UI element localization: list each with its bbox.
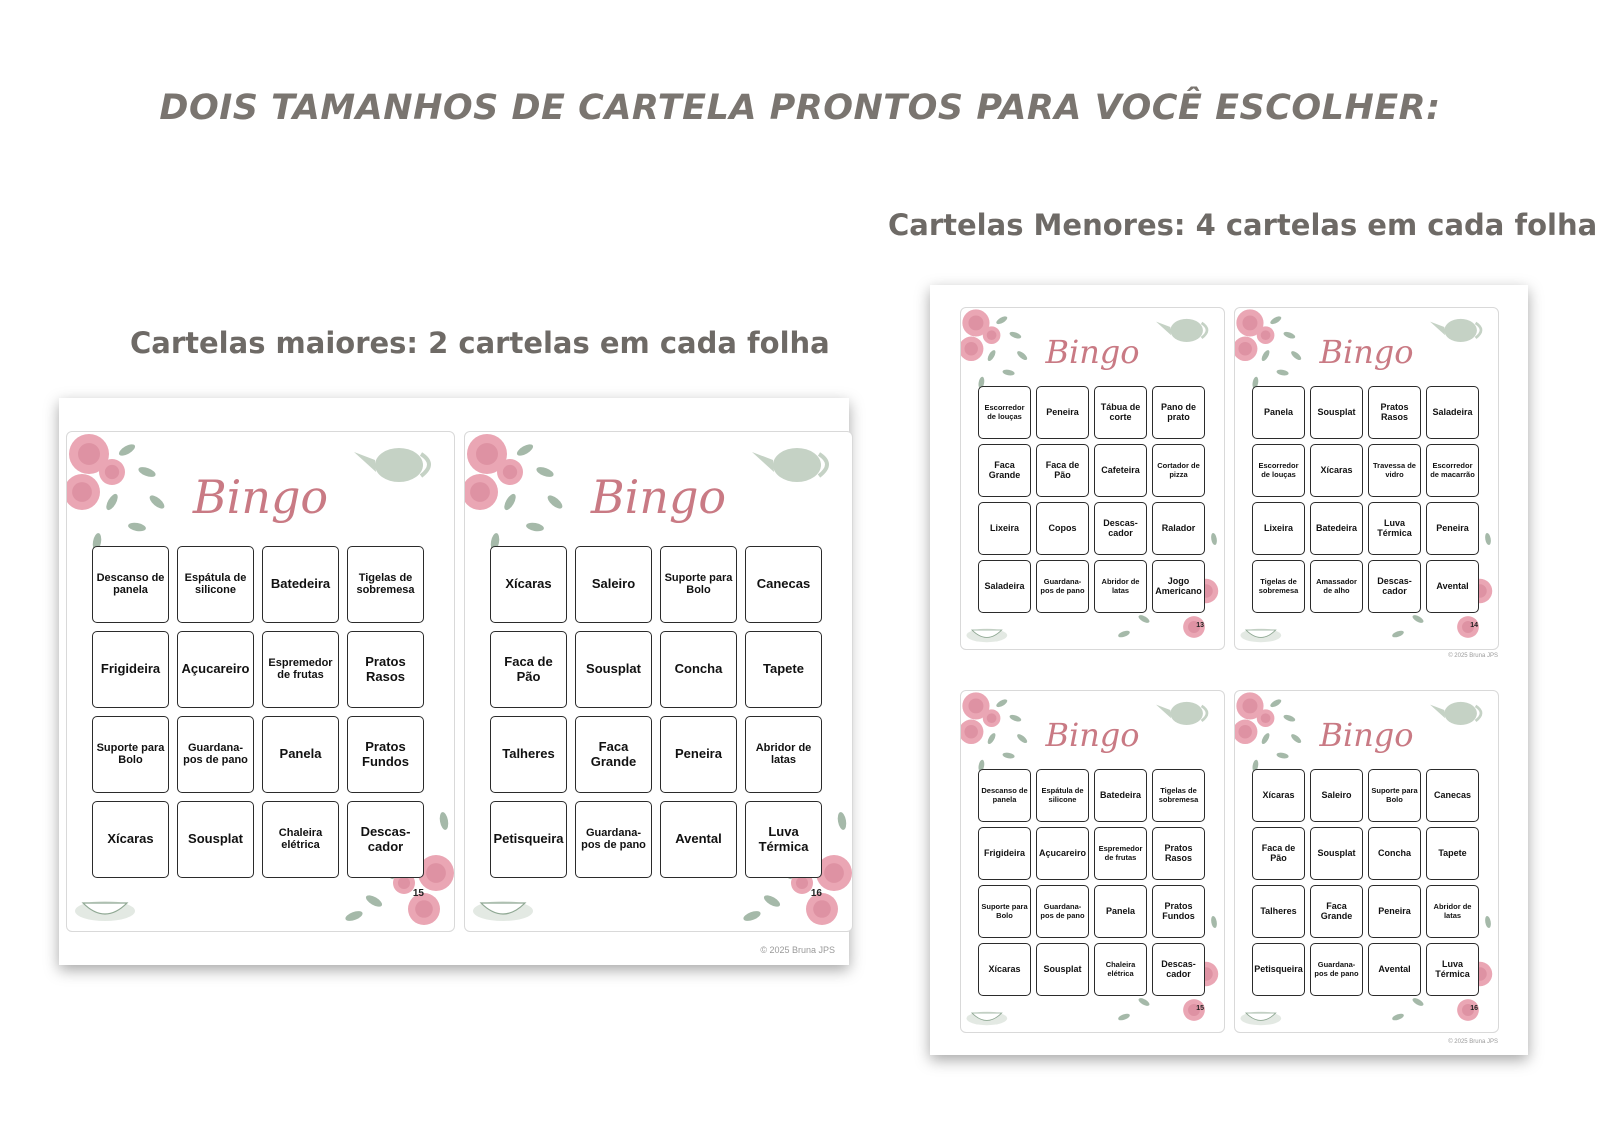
rose-center-icon — [796, 877, 808, 889]
bingo-cell: Guardana-pos de pano — [1036, 560, 1089, 613]
bingo-cell: Chaleira elétrica — [1094, 943, 1147, 996]
bingo-cell: Escorredor de macarrão — [1426, 444, 1479, 497]
bingo-cell: Suporte para Bolo — [978, 885, 1031, 938]
bingo-cell: Luva Térmica — [1426, 943, 1479, 996]
bingo-cell: Faca de Pão — [490, 631, 567, 708]
bingo-cell: Tigelas de sobremesa — [1252, 560, 1305, 613]
leaf-icon — [995, 315, 1008, 326]
card-number: 16 — [1470, 1005, 1478, 1012]
bingo-cell: Descas-cador — [347, 801, 424, 878]
bingo-cell: Açucareiro — [1036, 827, 1089, 880]
bingo-cell: Xícaras — [1252, 769, 1305, 822]
bingo-cell: Espremedor de frutas — [1094, 827, 1147, 880]
bingo-cell: Faca Grande — [1310, 885, 1363, 938]
leaf-icon — [1137, 614, 1150, 625]
bingo-cell: Faca Grande — [978, 444, 1031, 497]
leaf-icon — [836, 811, 847, 830]
bingo-cell: Lixeira — [978, 502, 1031, 555]
bingo-grid — [92, 546, 424, 878]
bingo-cell: Batedeira — [1310, 502, 1363, 555]
bingo-title: Bingo — [1045, 333, 1140, 371]
bingo-cell: Panela — [262, 716, 339, 793]
leaf-icon — [742, 909, 762, 923]
bingo-cell: Pratos Rasos — [1152, 827, 1205, 880]
bingo-cell: Guardana-pos de pano — [177, 716, 254, 793]
bingo-cell: Peneira — [1426, 502, 1479, 555]
bingo-cell: Pratos Fundos — [1152, 885, 1205, 938]
bingo-cell: Jogo Americano — [1152, 560, 1205, 613]
leaf-icon — [995, 698, 1008, 709]
bingo-cell: Sousplat — [575, 631, 652, 708]
bingo-cell: Concha — [660, 631, 737, 708]
bingo-cell: Suporte para Bolo — [1368, 769, 1421, 822]
bingo-cell: Xícaras — [1310, 444, 1363, 497]
bingo-cell: Peneira — [660, 716, 737, 793]
bingo-title: Bingo — [1319, 333, 1414, 371]
bingo-cell: Luva Térmica — [1368, 502, 1421, 555]
bingo-cell: Espátula de silicone — [177, 546, 254, 623]
card-number: 13 — [1196, 622, 1204, 629]
bingo-grid — [1252, 769, 1479, 996]
card-number: 16 — [810, 888, 822, 899]
bingo-cell: Frigideira — [978, 827, 1031, 880]
bingo-cell: Guardana-pos de pano — [1310, 943, 1363, 996]
bingo-cell: Faca Grande — [575, 716, 652, 793]
card-number: 15 — [412, 888, 424, 899]
bingo-cell: Sousplat — [1310, 386, 1363, 439]
bingo-cell: Talheres — [1252, 885, 1305, 938]
bingo-card — [464, 431, 853, 932]
bingo-cell: Xícaras — [490, 546, 567, 623]
rose-center-icon — [1242, 698, 1257, 713]
leaf-icon — [364, 893, 384, 909]
copyright-text: © 2025 Bruna JPS — [760, 945, 835, 955]
leaf-icon — [1484, 916, 1491, 929]
rose-center-icon — [968, 698, 983, 713]
copyright-text: © 2025 Bruna JPS — [1448, 1039, 1498, 1045]
bingo-cell: Açucareiro — [177, 631, 254, 708]
rose-center-icon — [78, 443, 100, 465]
bingo-cell: Cortador de pizza — [1152, 444, 1205, 497]
large-cards-subtitle: Cartelas maiores: 2 cartelas em cada folha — [130, 326, 830, 360]
bingo-cell: Luva Térmica — [745, 801, 822, 878]
bingo-title: Bingo — [1045, 716, 1140, 754]
bingo-cell: Saladeira — [1426, 386, 1479, 439]
bingo-cell: Panela — [1252, 386, 1305, 439]
bingo-grid — [1252, 386, 1479, 613]
rose-center-icon — [415, 900, 433, 918]
leaf-icon — [1269, 315, 1282, 326]
bingo-cell: Pratos Rasos — [347, 631, 424, 708]
bingo-cell: Batedeira — [1094, 769, 1147, 822]
card-number: 14 — [1470, 622, 1478, 629]
leaf-icon — [1411, 614, 1424, 625]
rose-center-icon — [968, 315, 983, 330]
leaf-icon — [1210, 916, 1217, 929]
bingo-card — [66, 431, 455, 932]
leaf-icon — [1117, 629, 1130, 638]
bingo-cell: Talheres — [490, 716, 567, 793]
small-cards-subtitle: Cartelas Menores: 4 cartelas em cada folha — [888, 208, 1598, 242]
bingo-cell: Pratos Fundos — [347, 716, 424, 793]
leaf-icon — [344, 909, 364, 923]
rose-center-icon — [1242, 315, 1257, 330]
bingo-cell: Guardana-pos de pano — [575, 801, 652, 878]
leaf-icon — [1117, 1012, 1130, 1021]
bingo-cell: Descas-cador — [1152, 943, 1205, 996]
bingo-cell: Tigelas de sobremesa — [1152, 769, 1205, 822]
bingo-cell: Faca de Pão — [1036, 444, 1089, 497]
bingo-cell: Sousplat — [177, 801, 254, 878]
bingo-cell: Avental — [1426, 560, 1479, 613]
bingo-cell: Petisqueira — [1252, 943, 1305, 996]
bingo-cell: Xícaras — [92, 801, 169, 878]
rose-center-icon — [476, 443, 498, 465]
leaf-icon — [1391, 1012, 1404, 1021]
leaf-icon — [1391, 629, 1404, 638]
leaf-icon — [1269, 698, 1282, 709]
bingo-grid — [978, 386, 1205, 613]
bingo-cell: Frigideira — [92, 631, 169, 708]
bingo-grid — [490, 546, 822, 878]
bingo-cell: Espremedor de frutas — [262, 631, 339, 708]
bingo-cell: Abridor de latas — [1094, 560, 1147, 613]
leaf-icon — [438, 811, 449, 830]
copyright-text: © 2025 Bruna JPS — [1448, 653, 1498, 659]
bingo-card — [960, 307, 1225, 650]
bingo-cell: Escorredor de louças — [978, 386, 1031, 439]
bingo-cell: Pano de prato — [1152, 386, 1205, 439]
leaf-icon — [1210, 533, 1217, 546]
small-cards-sheet — [930, 285, 1528, 1055]
bingo-cell: Saleiro — [575, 546, 652, 623]
bingo-cell: Faca de Pão — [1252, 827, 1305, 880]
page-headline: DOIS TAMANHOS DE CARTELA PRONTOS PARA VOCÊ ESCOLHER: — [159, 88, 1441, 128]
bingo-cell: Chaleira elétrica — [262, 801, 339, 878]
bingo-cell: Xícaras — [978, 943, 1031, 996]
bingo-cell: Sousplat — [1036, 943, 1089, 996]
bingo-cell: Guardana-pos de pano — [1036, 885, 1089, 938]
bingo-cell: Peneira — [1368, 885, 1421, 938]
leaf-icon — [1411, 997, 1424, 1008]
bingo-cell: Panela — [1094, 885, 1147, 938]
bingo-cell: Saladeira — [978, 560, 1031, 613]
bingo-card — [960, 690, 1225, 1033]
bingo-cell: Amassador de alho — [1310, 560, 1363, 613]
bingo-cell: Suporte para Bolo — [92, 716, 169, 793]
bingo-cell: Abridor de latas — [745, 716, 822, 793]
bingo-title: Bingo — [1319, 716, 1414, 754]
bingo-cell: Avental — [1368, 943, 1421, 996]
bingo-cell: Canecas — [1426, 769, 1479, 822]
leaf-icon — [515, 442, 535, 458]
bingo-cell: Ralador — [1152, 502, 1205, 555]
leaf-icon — [762, 893, 782, 909]
bingo-cell: Copos — [1036, 502, 1089, 555]
bingo-cell: Cafeteira — [1094, 444, 1147, 497]
teapot-spout-icon — [752, 452, 774, 472]
bingo-grid — [978, 769, 1205, 996]
large-cards-sheet — [59, 398, 849, 965]
bingo-cell: Batedeira — [262, 546, 339, 623]
bingo-cell: Suporte para Bolo — [660, 546, 737, 623]
bingo-cell: Saleiro — [1310, 769, 1363, 822]
bingo-cell: Descas-cador — [1368, 560, 1421, 613]
bingo-title: Bingo — [590, 470, 727, 524]
rose-center-icon — [824, 863, 844, 883]
bingo-cell: Espátula de silicone — [1036, 769, 1089, 822]
bingo-cell: Sousplat — [1310, 827, 1363, 880]
teapot-spout-icon — [354, 452, 376, 472]
rose-center-icon — [426, 863, 446, 883]
leaf-icon — [1484, 533, 1491, 546]
leaf-icon — [117, 442, 137, 458]
bingo-cell: Tapete — [745, 631, 822, 708]
bingo-cell: Petisqueira — [490, 801, 567, 878]
bingo-cell: Canecas — [745, 546, 822, 623]
bingo-cell: Pratos Rasos — [1368, 386, 1421, 439]
card-number: 15 — [1196, 1005, 1204, 1012]
bingo-card — [1234, 690, 1499, 1033]
bingo-cell: Travessa de vidro — [1368, 444, 1421, 497]
bingo-cell: Peneira — [1036, 386, 1089, 439]
bingo-cell: Abridor de latas — [1426, 885, 1479, 938]
bingo-cell: Tapete — [1426, 827, 1479, 880]
rose-center-icon — [398, 877, 410, 889]
bingo-cell: Concha — [1368, 827, 1421, 880]
bingo-cell: Lixeira — [1252, 502, 1305, 555]
bingo-title: Bingo — [192, 470, 329, 524]
bingo-cell: Avental — [660, 801, 737, 878]
bingo-cell: Tábua de corte — [1094, 386, 1147, 439]
bingo-card — [1234, 307, 1499, 650]
bingo-cell: Descanso de panela — [978, 769, 1031, 822]
rose-center-icon — [813, 900, 831, 918]
leaf-icon — [1137, 997, 1150, 1008]
bingo-cell: Escorredor de louças — [1252, 444, 1305, 497]
bingo-cell: Descas-cador — [1094, 502, 1147, 555]
bingo-cell: Tigelas de sobremesa — [347, 546, 424, 623]
bingo-cell: Descanso de panela — [92, 546, 169, 623]
